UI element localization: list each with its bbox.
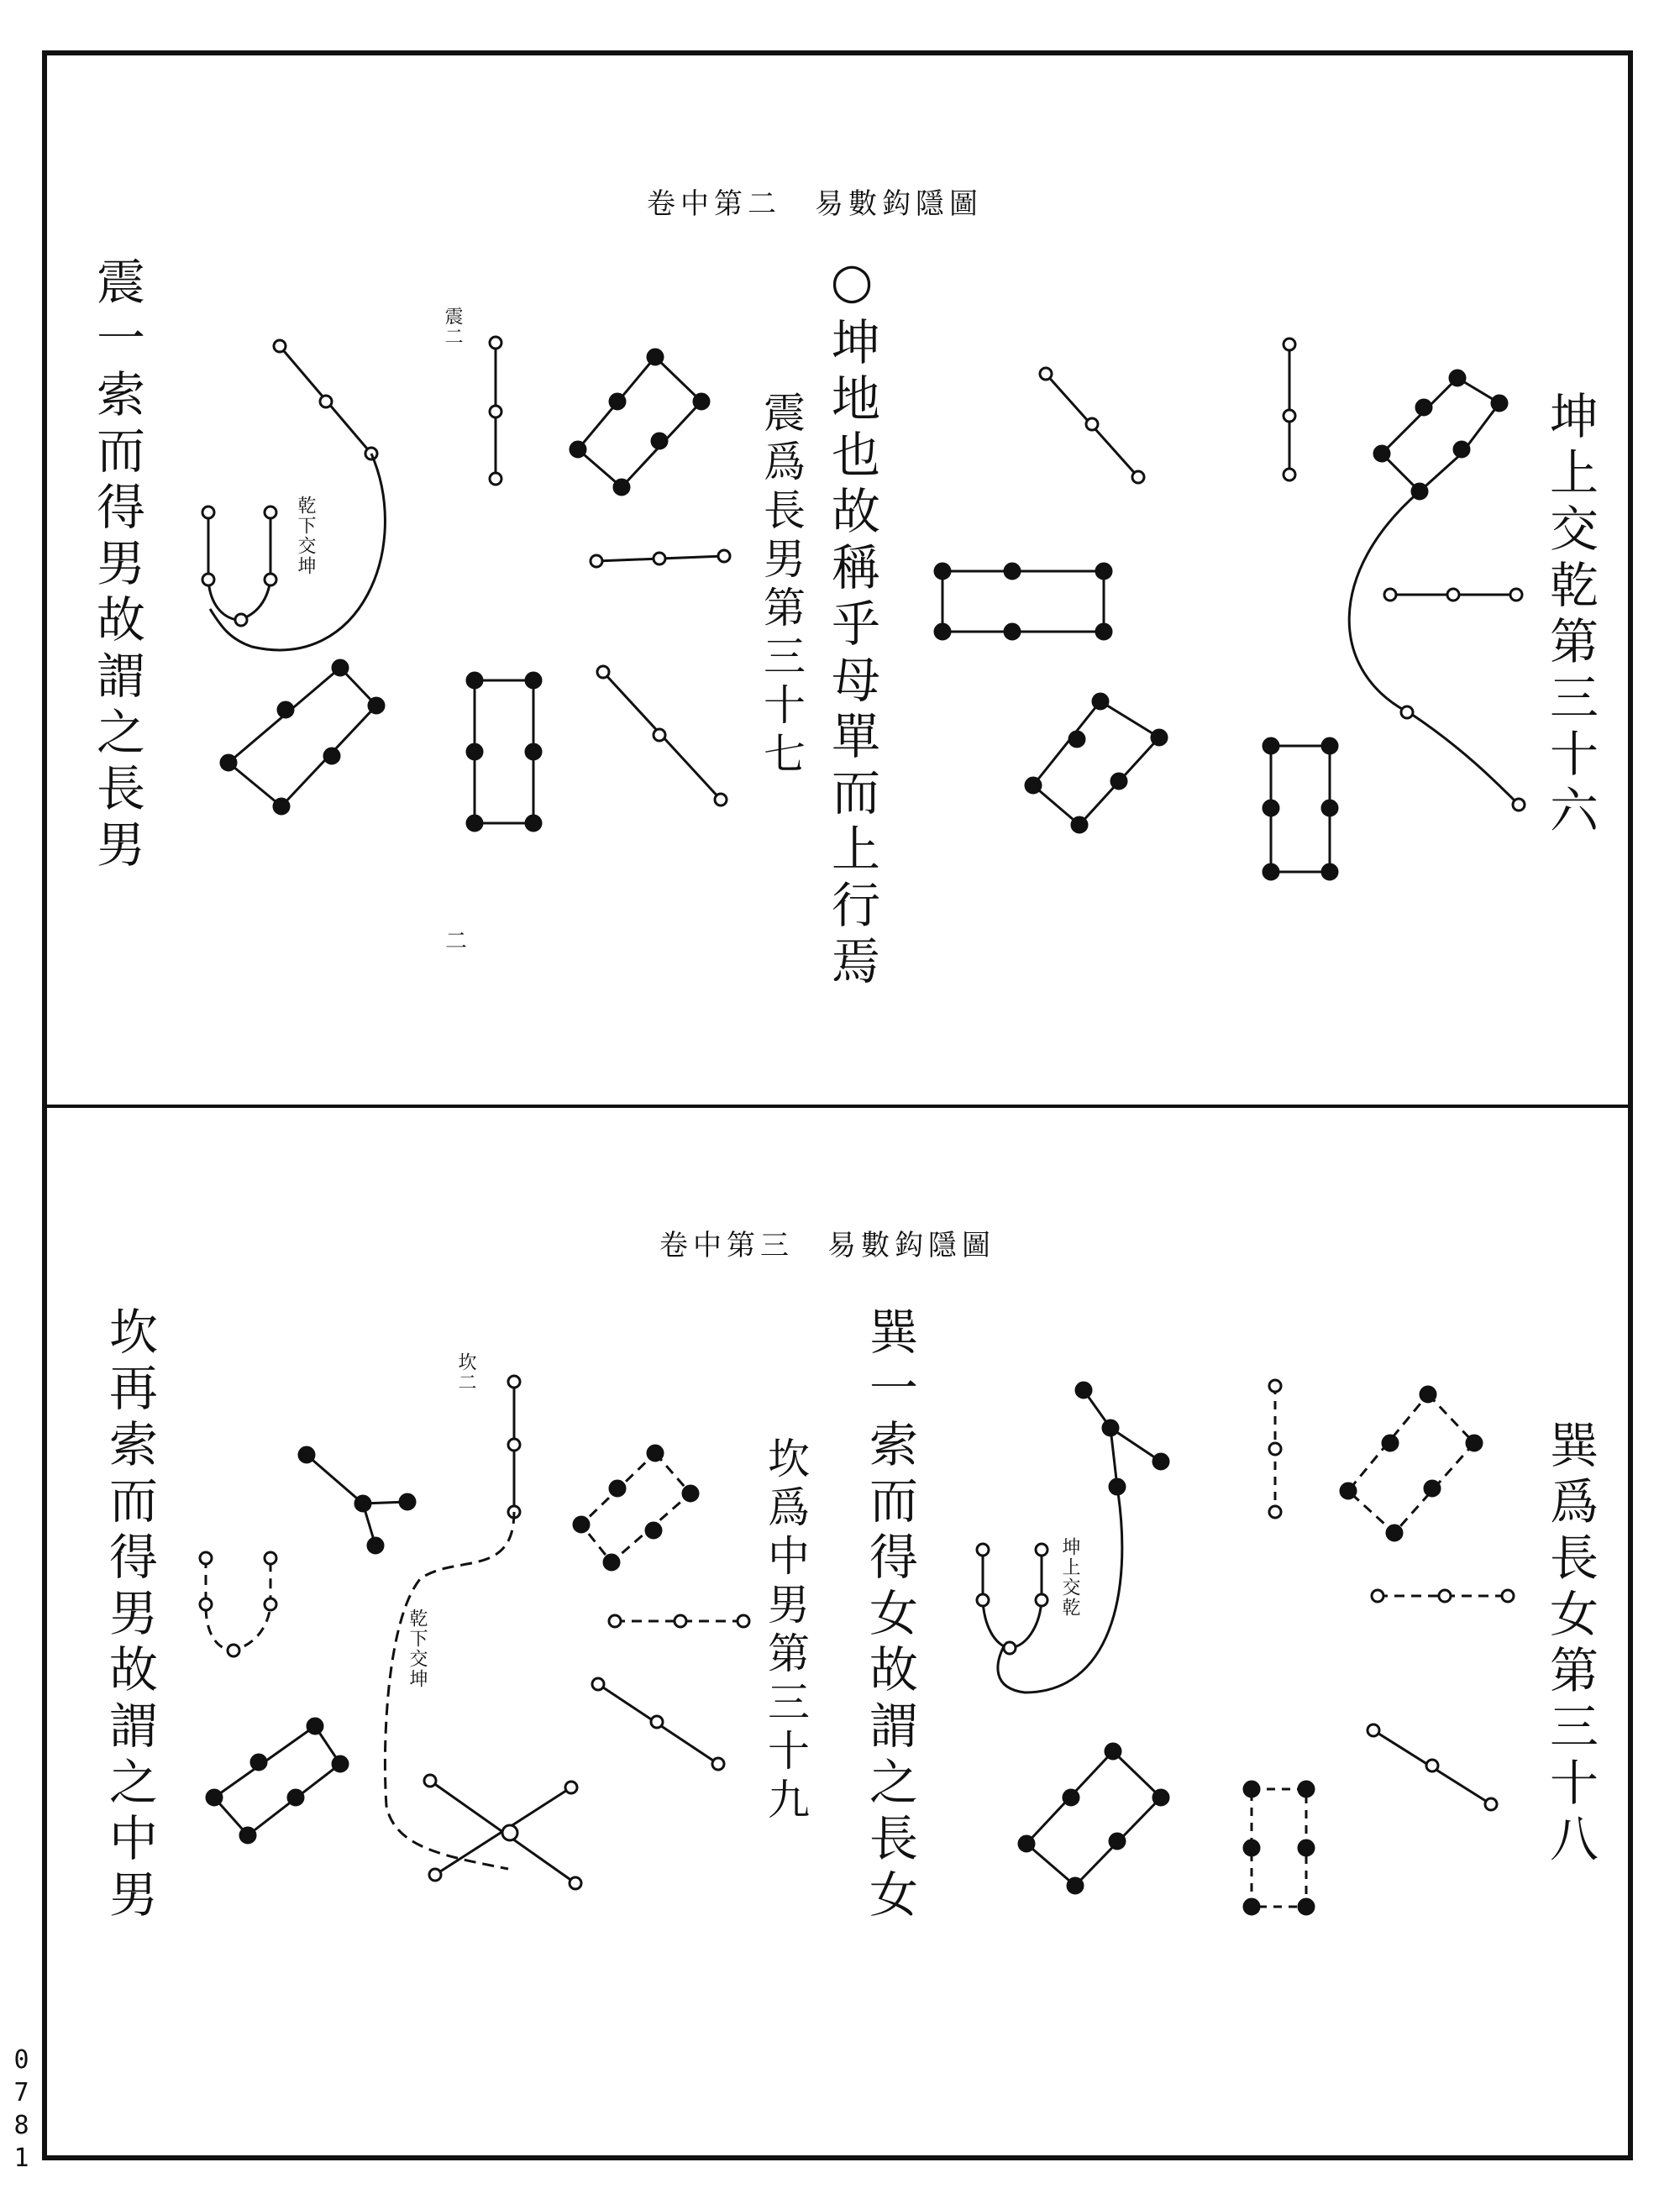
top-text-left: 震一索而得男故謂之長男: [88, 256, 145, 875]
bottom-header-volume: 卷中第三: [659, 1229, 794, 1262]
bottom-text-left: 坎再索而得男故謂之中男: [101, 1306, 158, 1925]
top-title-right: 坤上交乾第三十六: [1541, 391, 1599, 841]
bottom-mark-kan: 坎二: [455, 1352, 476, 1393]
bottom-right-diagram: [1244, 1380, 1514, 1914]
top-mark-bottom: 二: [445, 929, 468, 954]
bottom-label-kun-qian: 坤上交乾: [1059, 1537, 1080, 1618]
bottom-center-diagram: [385, 1376, 749, 1889]
top-text-center-b: 震爲長男第三十七: [757, 391, 806, 780]
bottom-text-center-b: 坎爲中男第三十九: [761, 1436, 810, 1826]
top-text-center-a: ○坤地也故稱乎母單而上行焉: [823, 252, 880, 992]
page-number: 0781: [7, 2045, 36, 2176]
top-header-volume: 卷中第二: [647, 187, 781, 221]
top-mark-zhen: 震二: [442, 307, 463, 347]
bottom-left-diagram: [200, 1447, 415, 1843]
bottom-header-title: 易數鈎隱圖: [827, 1229, 995, 1262]
bottom-text-center-a: 巽一索而得女故謂之長女: [861, 1306, 918, 1925]
top-left-diagram: [202, 340, 385, 814]
top-label-qian-kun: 乾下交坤: [295, 496, 316, 576]
bottom-label-qian-kun: 乾下交坤: [407, 1609, 428, 1689]
bottom-title-right: 巽爲長女第三十八: [1541, 1420, 1599, 1870]
top-right-diagram: [1026, 339, 1525, 879]
bottom-center-right-diagram: [977, 1383, 1168, 1893]
top-header-title: 易數鈎隱圖: [815, 187, 983, 221]
top-center-diagram: [467, 337, 1111, 831]
